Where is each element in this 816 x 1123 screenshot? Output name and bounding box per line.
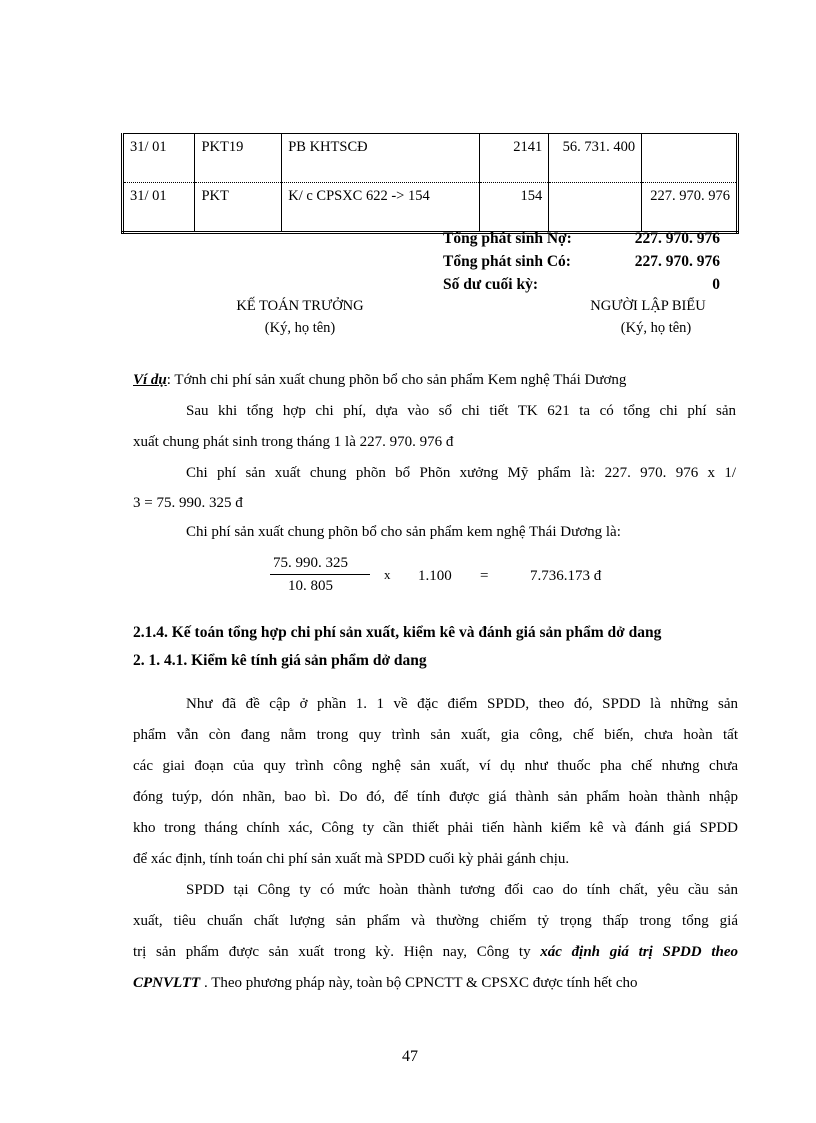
debit-cell: 56. 731. 400 bbox=[549, 134, 642, 183]
para2-line4-text: . Theo phương pháp này, toàn bộ CPNCTT & CPSXC được tính hết cho bbox=[200, 975, 638, 991]
para2-line1: SPDD tại Công ty có mức hoàn thành tương đối cao do tính chất, yêu cầu sản bbox=[186, 882, 738, 898]
page-number: 47 bbox=[402, 1048, 418, 1065]
para1-line: để xác định, tính toán chi phí sản xuất mà SPDD cuối kỳ phải gánh chịu. bbox=[133, 851, 570, 867]
ledger-table bbox=[121, 133, 739, 234]
ending-balance-label: Số dư cuối kỳ: bbox=[443, 276, 539, 293]
example-intro: : Tớnh chi phí sản xuất chung phõn bổ cho sản phẩm Kem nghệ Thái Dương bbox=[166, 372, 627, 388]
example-label: Ví dụ bbox=[133, 372, 167, 388]
account-cell: 154 bbox=[480, 183, 549, 233]
preparer-note: (Ký, họ tên) bbox=[620, 320, 692, 336]
para1-line: đóng tuýp, dón nhãn, bao bì. Do đó, để tính được giá thành sản phẩm hoàn thành nhập bbox=[133, 789, 738, 805]
para1-line: các giai đoạn của quy trình công nghệ sản xuất, ví dụ như thuốc pha chế nhưng chưa bbox=[133, 758, 738, 774]
credit-cell: 227. 970. 976 bbox=[642, 183, 738, 233]
desc-cell: K/ c CPSXC 622 -> 154 bbox=[282, 183, 480, 233]
para2-line3 bbox=[133, 938, 738, 966]
credit-cell bbox=[642, 134, 738, 183]
para2-line4-emphasis: CPNVLTT bbox=[133, 975, 201, 991]
total-credit-value: 227. 970. 976 bbox=[634, 253, 720, 270]
equals-sign: = bbox=[480, 568, 489, 584]
fraction-denominator: 10. 805 bbox=[288, 578, 333, 594]
chief-accountant-title: KẾ TOÁN TRƯỞNG bbox=[236, 298, 364, 314]
example-line bbox=[133, 366, 626, 394]
subsection-heading: 2. 1. 4.1. Kiểm kê tính giá sản phẩm dở dang bbox=[133, 652, 427, 669]
preparer-title: NGƯỜI LẬP BIỂU bbox=[590, 298, 706, 314]
total-debit-value: 227. 970. 976 bbox=[634, 230, 720, 247]
times-sign: x bbox=[384, 567, 391, 582]
total-debit-label: Tổng phát sinh Nợ: bbox=[443, 230, 572, 247]
table-row bbox=[123, 134, 738, 183]
para2-line2: xuất, tiêu chuẩn chất lượng sản phẩm và thường chiếm tỷ trọng thấp trong tổng giá bbox=[133, 913, 738, 929]
ending-balance-value: 0 bbox=[712, 276, 720, 293]
debit-cell bbox=[549, 183, 642, 233]
date-cell: 31/ 01 bbox=[123, 183, 195, 233]
example-p3: Chi phí sản xuất chung phõn bổ cho sản phẩm kem nghệ Thái Dương là: bbox=[186, 524, 621, 540]
example-p2-line2: 3 = 75. 990. 325 đ bbox=[133, 495, 243, 511]
example-p2-line1: Chi phí sản xuất chung phõn bổ Phõn xưởng Mỹ phẩm là: 227. 970. 976 x 1/ bbox=[186, 465, 736, 481]
table-row bbox=[123, 183, 738, 233]
date-cell: 31/ 01 bbox=[123, 134, 195, 183]
doc-cell: PKT bbox=[195, 183, 282, 233]
desc-cell: PB KHTSCĐ bbox=[282, 134, 480, 183]
para2-line3-emphasis: xác định giá trị SPDD theo bbox=[540, 944, 738, 960]
para2-line4 bbox=[133, 969, 637, 997]
doc-cell: PKT19 bbox=[195, 134, 282, 183]
example-p1-line1: Sau khi tổng hợp chi phí, dựa vào sổ chi tiết TK 621 ta có tổng chi phí sản bbox=[186, 403, 736, 419]
fraction-numerator: 75. 990. 325 bbox=[273, 555, 348, 571]
para1-line: kho trong tháng chính xác, Công ty cần thiết phải tiến hành kiểm kê và đánh giá SPDD bbox=[133, 820, 738, 836]
example-p1-line2: xuất chung phát sinh trong tháng 1 là 227. 970. 976 đ bbox=[133, 434, 454, 450]
total-credit-label: Tổng phát sinh Có: bbox=[443, 253, 571, 270]
result-value: 7.736.173 đ bbox=[530, 568, 602, 584]
multiplier-value: 1.100 bbox=[418, 568, 452, 584]
para1-line: phẩm vẫn còn đang nằm trong quy trình sản xuất, gia công, chế biến, chưa hoàn tất bbox=[133, 727, 738, 743]
account-cell: 2141 bbox=[480, 134, 549, 183]
para2-line3-text: trị sản phẩm được sản xuất trong kỳ. Hiện nay, Công ty bbox=[133, 944, 541, 960]
chief-accountant-note: (Ký, họ tên) bbox=[264, 320, 336, 336]
section-heading: 2.1.4. Kế toán tổng hợp chi phí sản xuất, kiểm kê và đánh giá sản phẩm dở dang bbox=[133, 624, 662, 641]
para1-line: Như đã đề cập ở phần 1. 1 về đặc điểm SPDD, theo đó, SPDD là những sản bbox=[186, 696, 738, 712]
